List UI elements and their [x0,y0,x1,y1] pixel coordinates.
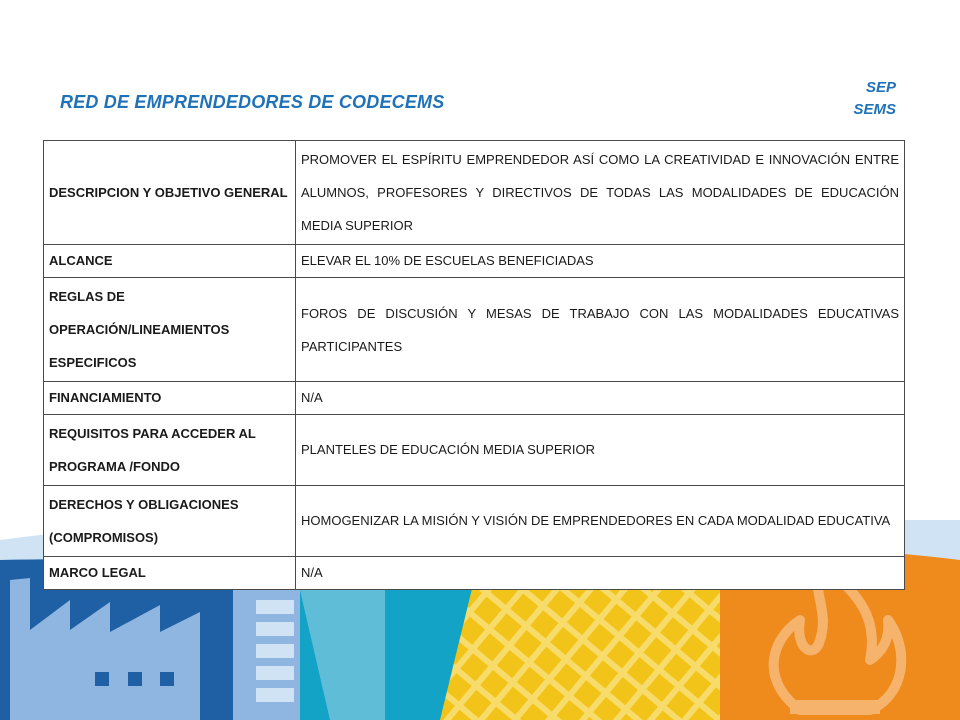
row-value: N/A [296,382,905,415]
page-title: RED DE EMPRENDEDORES DE CODECEMS [60,92,445,112]
table-row [44,141,905,245]
row-label: DESCRIPCION Y OBJETIVO GENERAL [44,141,296,245]
table-row [44,415,905,486]
row-label: MARCO LEGAL [44,557,296,590]
org-label-sems: SEMS [853,101,896,118]
row-value: N/A [296,557,905,590]
row-label: REGLAS DE OPERACIÓN/LINEAMIENTOS ESPECIFICOS [44,278,296,382]
row-label: FINANCIAMIENTO [44,382,296,415]
row-label: DERECHOS Y OBLIGACIONES (COMPROMISOS) [44,486,296,557]
table-row [44,278,905,382]
row-label: REQUISITOS PARA ACCEDER AL PROGRAMA /FONDO [44,415,296,486]
row-value: FOROS DE DISCUSIÓN Y MESAS DE TRABAJO CON LAS MODALIDADES EDUCATIVAS PARTICIPANTES [296,278,905,382]
row-value: PLANTELES DE EDUCACIÓN MEDIA SUPERIOR [296,415,905,486]
table-row [44,245,905,278]
row-value: HOMOGENIZAR LA MISIÓN Y VISIÓN DE EMPRENDEDORES EN CADA MODALIDAD EDUCATIVA [296,486,905,557]
table-row [44,382,905,415]
row-value: ELEVAR EL 10% DE ESCUELAS BENEFICIADAS [296,245,905,278]
table-row [44,557,905,590]
org-label-sep: SEP [865,79,896,96]
program-info-table [43,140,905,590]
org-label [853,77,896,121]
row-value: PROMOVER EL ESPÍRITU EMPRENDEDOR ASÍ COMO LA CREATIVIDAD E INNOVACIÓN ENTRE ALUMNOS, PROFESORES Y DIRECTIVOS DE TODAS LAS MODALIDADES DE EDUCACIÓN MEDIA SUPERIOR [296,141,905,245]
row-label: ALCANCE [44,245,296,278]
table-row [44,486,905,557]
